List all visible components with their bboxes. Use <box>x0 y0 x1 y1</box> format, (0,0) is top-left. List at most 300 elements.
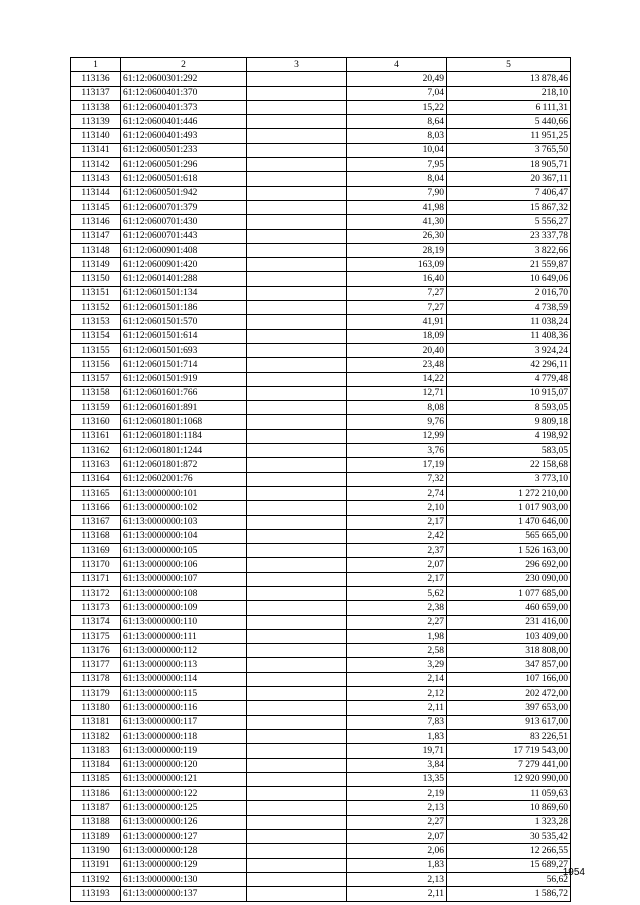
table-cell-col4: 2,12 <box>347 687 447 701</box>
table-row <box>71 658 571 672</box>
table-row <box>71 458 571 472</box>
table-cell-col5: 15 867,32 <box>447 200 571 214</box>
table-cell-col2: 61:13:0000000:108 <box>121 586 247 600</box>
table-cell-col4: 1,98 <box>347 629 447 643</box>
table-cell-col1: 113151 <box>71 286 121 300</box>
table-cell-col4: 7,27 <box>347 301 447 315</box>
table-cell-col1: 113138 <box>71 100 121 114</box>
table-cell-col5: 913 617,00 <box>447 715 571 729</box>
table-cell-col3 <box>247 515 347 529</box>
table-row <box>71 787 571 801</box>
table-cell-col3 <box>247 744 347 758</box>
table-cell-col4: 14,22 <box>347 372 447 386</box>
table-cell-col5: 17 719 543,00 <box>447 744 571 758</box>
table-cell-col4: 20,49 <box>347 72 447 86</box>
table-cell-col2: 61:13:0000000:106 <box>121 558 247 572</box>
table-cell-col5: 347 857,00 <box>447 658 571 672</box>
table-cell-col4: 1,83 <box>347 729 447 743</box>
table-cell-col4: 12,99 <box>347 429 447 443</box>
table-cell-col3 <box>247 158 347 172</box>
table-cell-col1: 113169 <box>71 544 121 558</box>
table-cell-col1: 113170 <box>71 558 121 572</box>
table-cell-col4: 2,27 <box>347 615 447 629</box>
table-cell-col4: 9,76 <box>347 415 447 429</box>
table-cell-col1: 113148 <box>71 243 121 257</box>
table-cell-col2: 61:12:0601801:1184 <box>121 429 247 443</box>
table-cell-col5: 3 765,50 <box>447 143 571 157</box>
table-cell-col3 <box>247 301 347 315</box>
table-cell-col2: 61:12:0601801:1068 <box>121 415 247 429</box>
table-cell-col4: 10,04 <box>347 143 447 157</box>
table-cell-col4: 17,19 <box>347 458 447 472</box>
table-cell-col2: 61:13:0000000:105 <box>121 544 247 558</box>
table-row <box>71 558 571 572</box>
table-cell-col5: 10 649,06 <box>447 272 571 286</box>
table-cell-col5: 1 323,28 <box>447 815 571 829</box>
table-cell-col5: 12 266,55 <box>447 844 571 858</box>
table-cell-col2: 61:12:0600401:370 <box>121 86 247 100</box>
table-cell-col2: 61:12:0601801:1244 <box>121 444 247 458</box>
table-cell-col2: 61:13:0000000:107 <box>121 572 247 586</box>
table-cell-col5: 11 059,63 <box>447 787 571 801</box>
table-cell-col3 <box>247 215 347 229</box>
table-cell-col1: 113191 <box>71 858 121 872</box>
table-row <box>71 872 571 886</box>
table-cell-col5: 230 090,00 <box>447 572 571 586</box>
table-cell-col5: 460 659,00 <box>447 601 571 615</box>
table-cell-col5: 11 951,25 <box>447 129 571 143</box>
table-cell-col1: 113157 <box>71 372 121 386</box>
table-row <box>71 672 571 686</box>
table-cell-col2: 61:13:0000000:102 <box>121 501 247 515</box>
table-cell-col5: 12 920 990,00 <box>447 772 571 786</box>
table-cell-col1: 113172 <box>71 586 121 600</box>
table-cell-col5: 13 878,46 <box>447 72 571 86</box>
table-row <box>71 572 571 586</box>
table-cell-col2: 61:13:0000000:116 <box>121 701 247 715</box>
table-cell-col5: 1 077 685,00 <box>447 586 571 600</box>
table-row <box>71 143 571 157</box>
table-cell-col5: 1 586,72 <box>447 887 571 901</box>
table-cell-col1: 113174 <box>71 615 121 629</box>
table-cell-col4: 2,17 <box>347 572 447 586</box>
table-cell-col5: 3 924,24 <box>447 343 571 357</box>
table-cell-col1: 113152 <box>71 301 121 315</box>
table-cell-col5: 565 665,00 <box>447 529 571 543</box>
table-cell-col4: 7,32 <box>347 472 447 486</box>
table-cell-col3 <box>247 529 347 543</box>
table-cell-col5: 42 296,11 <box>447 358 571 372</box>
table-cell-col4: 3,76 <box>347 444 447 458</box>
table-cell-col2: 61:12:0600701:443 <box>121 229 247 243</box>
table-cell-col3 <box>247 243 347 257</box>
table-cell-col3 <box>247 672 347 686</box>
table-row <box>71 172 571 186</box>
table-cell-col2: 61:12:0600901:408 <box>121 243 247 257</box>
table-cell-col3 <box>247 72 347 86</box>
table-cell-col4: 2,17 <box>347 515 447 529</box>
table-cell-col3 <box>247 100 347 114</box>
table-cell-col3 <box>247 115 347 129</box>
table-cell-col1: 113179 <box>71 687 121 701</box>
table-cell-col5: 202 472,00 <box>447 687 571 701</box>
table-cell-col4: 8,04 <box>347 172 447 186</box>
table-cell-col2: 61:12:0600501:942 <box>121 186 247 200</box>
table-cell-col4: 12,71 <box>347 386 447 400</box>
table-cell-col2: 61:13:0000000:113 <box>121 658 247 672</box>
table-cell-col2: 61:12:0600501:618 <box>121 172 247 186</box>
table-cell-col4: 1,83 <box>347 858 447 872</box>
table-cell-col1: 113190 <box>71 844 121 858</box>
table-cell-col4: 2,74 <box>347 486 447 500</box>
table-row <box>71 887 571 901</box>
table-cell-col2: 61:12:0600701:430 <box>121 215 247 229</box>
table-cell-col4: 18,09 <box>347 329 447 343</box>
table-cell-col1: 113180 <box>71 701 121 715</box>
table-cell-col4: 2,13 <box>347 872 447 886</box>
table-cell-col3 <box>247 143 347 157</box>
table-cell-col1: 113185 <box>71 772 121 786</box>
table-cell-col1: 113159 <box>71 401 121 415</box>
table-cell-col5: 296 692,00 <box>447 558 571 572</box>
table-cell-col3 <box>247 844 347 858</box>
table-cell-col2: 61:13:0000000:127 <box>121 830 247 844</box>
table-row <box>71 372 571 386</box>
table-cell-col1: 113193 <box>71 887 121 901</box>
table-row <box>71 301 571 315</box>
table-cell-col4: 3,84 <box>347 758 447 772</box>
table-cell-col3 <box>247 358 347 372</box>
table-cell-col4: 7,95 <box>347 158 447 172</box>
table-row <box>71 72 571 86</box>
table-row <box>71 644 571 658</box>
table-cell-col2: 61:12:0600501:233 <box>121 143 247 157</box>
table-cell-col1: 113139 <box>71 115 121 129</box>
table-row <box>71 215 571 229</box>
table-cell-col4: 2,37 <box>347 544 447 558</box>
table-cell-col1: 113182 <box>71 729 121 743</box>
table-cell-col5: 56,62 <box>447 872 571 886</box>
table-cell-col4: 2,10 <box>347 501 447 515</box>
table-cell-col5: 231 416,00 <box>447 615 571 629</box>
table-cell-col1: 113187 <box>71 801 121 815</box>
table-row <box>71 615 571 629</box>
table-cell-col1: 113167 <box>71 515 121 529</box>
data-table <box>70 57 571 902</box>
table-cell-col1: 113189 <box>71 830 121 844</box>
table-cell-col2: 61:12:0601601:891 <box>121 401 247 415</box>
table-cell-col3 <box>247 787 347 801</box>
table-cell-col5: 107 166,00 <box>447 672 571 686</box>
table-cell-col3 <box>247 444 347 458</box>
table-cell-col2: 61:13:0000000:129 <box>121 858 247 872</box>
table-cell-col3 <box>247 601 347 615</box>
table-cell-col1: 113140 <box>71 129 121 143</box>
table-cell-col2: 61:13:0000000:112 <box>121 644 247 658</box>
table-cell-col2: 61:13:0000000:115 <box>121 687 247 701</box>
table-cell-col1: 113192 <box>71 872 121 886</box>
column-header-2: 2 <box>121 58 247 72</box>
table-row <box>71 701 571 715</box>
table-cell-col1: 113184 <box>71 758 121 772</box>
table-cell-col1: 113154 <box>71 329 121 343</box>
table-row <box>71 272 571 286</box>
table-cell-col2: 61:12:0600901:420 <box>121 258 247 272</box>
table-cell-col5: 10 869,60 <box>447 801 571 815</box>
table-cell-col1: 113181 <box>71 715 121 729</box>
table-cell-col3 <box>247 572 347 586</box>
table-cell-col4: 28,19 <box>347 243 447 257</box>
table-row <box>71 243 571 257</box>
table-cell-col1: 113155 <box>71 343 121 357</box>
table-row <box>71 286 571 300</box>
table-cell-col5: 583,05 <box>447 444 571 458</box>
table-cell-col1: 113178 <box>71 672 121 686</box>
table-cell-col3 <box>247 544 347 558</box>
table-cell-col3 <box>247 343 347 357</box>
table-cell-col2: 61:12:0600301:292 <box>121 72 247 86</box>
table-row <box>71 801 571 815</box>
table-cell-col4: 2,19 <box>347 787 447 801</box>
table-cell-col3 <box>247 658 347 672</box>
table-cell-col2: 61:12:0601601:766 <box>121 386 247 400</box>
table-cell-col5: 397 653,00 <box>447 701 571 715</box>
table-cell-col3 <box>247 644 347 658</box>
table-cell-col2: 61:12:0601501:186 <box>121 301 247 315</box>
table-cell-col1: 113137 <box>71 86 121 100</box>
table-cell-col5: 4 738,59 <box>447 301 571 315</box>
table-cell-col5: 7 279 441,00 <box>447 758 571 772</box>
table-cell-col3 <box>247 258 347 272</box>
table-cell-col3 <box>247 772 347 786</box>
table-cell-col5: 8 593,05 <box>447 401 571 415</box>
table-cell-col3 <box>247 472 347 486</box>
table-cell-col5: 4 779,48 <box>447 372 571 386</box>
table-cell-col2: 61:12:0600701:379 <box>121 200 247 214</box>
table-row <box>71 586 571 600</box>
table-cell-col3 <box>247 615 347 629</box>
table-cell-col5: 5 440,66 <box>447 115 571 129</box>
table-cell-col2: 61:13:0000000:125 <box>121 801 247 815</box>
table-cell-col1: 113176 <box>71 644 121 658</box>
table-cell-col1: 113171 <box>71 572 121 586</box>
table-row <box>71 515 571 529</box>
table-cell-col2: 61:12:0601801:872 <box>121 458 247 472</box>
table-cell-col1: 113153 <box>71 315 121 329</box>
table-row <box>71 687 571 701</box>
table-cell-col4: 2,38 <box>347 601 447 615</box>
table-cell-col5: 218,10 <box>447 86 571 100</box>
table-cell-col2: 61:13:0000000:101 <box>121 486 247 500</box>
table-cell-col4: 41,91 <box>347 315 447 329</box>
table-cell-col4: 26,30 <box>347 229 447 243</box>
table-cell-col2: 61:13:0000000:104 <box>121 529 247 543</box>
table-cell-col4: 2,07 <box>347 558 447 572</box>
table-cell-col5: 3 773,10 <box>447 472 571 486</box>
table-cell-col5: 83 226,51 <box>447 729 571 743</box>
table-cell-col4: 7,04 <box>347 86 447 100</box>
table-cell-col5: 18 905,71 <box>447 158 571 172</box>
table-cell-col3 <box>247 715 347 729</box>
table-row <box>71 472 571 486</box>
table-cell-col3 <box>247 229 347 243</box>
table-cell-col4: 7,27 <box>347 286 447 300</box>
table-cell-col2: 61:12:0601401:288 <box>121 272 247 286</box>
table-cell-col5: 30 535,42 <box>447 830 571 844</box>
table-cell-col4: 15,22 <box>347 100 447 114</box>
table-row <box>71 444 571 458</box>
table-cell-col5: 9 809,18 <box>447 415 571 429</box>
table-cell-col3 <box>247 729 347 743</box>
table-cell-col2: 61:12:0601501:693 <box>121 343 247 357</box>
table-header-row <box>71 58 571 72</box>
table-cell-col5: 2 016,70 <box>447 286 571 300</box>
table-cell-col3 <box>247 186 347 200</box>
table-cell-col1: 113141 <box>71 143 121 157</box>
table-row <box>71 844 571 858</box>
table-cell-col3 <box>247 200 347 214</box>
table-row <box>71 129 571 143</box>
table-cell-col4: 2,27 <box>347 815 447 829</box>
table-cell-col5: 20 367,11 <box>447 172 571 186</box>
table-cell-col4: 2,58 <box>347 644 447 658</box>
table-cell-col3 <box>247 458 347 472</box>
table-cell-col2: 61:13:0000000:109 <box>121 601 247 615</box>
table-row <box>71 744 571 758</box>
table-cell-col3 <box>247 315 347 329</box>
table-row <box>71 158 571 172</box>
table-cell-col5: 6 111,31 <box>447 100 571 114</box>
table-cell-col3 <box>247 172 347 186</box>
table-cell-col2: 61:12:0600501:296 <box>121 158 247 172</box>
table-cell-col3 <box>247 872 347 886</box>
table-cell-col4: 20,40 <box>347 343 447 357</box>
table-cell-col1: 113149 <box>71 258 121 272</box>
table-cell-col2: 61:13:0000000:118 <box>121 729 247 743</box>
table-cell-col3 <box>247 329 347 343</box>
table-cell-col1: 113136 <box>71 72 121 86</box>
table-cell-col1: 113164 <box>71 472 121 486</box>
table-cell-col2: 61:13:0000000:130 <box>121 872 247 886</box>
table-row <box>71 401 571 415</box>
table-cell-col5: 11 408,36 <box>447 329 571 343</box>
table-row <box>71 358 571 372</box>
column-header-5: 5 <box>447 58 571 72</box>
table-cell-col5: 5 556,27 <box>447 215 571 229</box>
table-cell-col2: 61:12:0600401:493 <box>121 129 247 143</box>
table-row <box>71 544 571 558</box>
table-cell-col5: 103 409,00 <box>447 629 571 643</box>
column-header-3: 3 <box>247 58 347 72</box>
table-cell-col2: 61:12:0601501:714 <box>121 358 247 372</box>
table-cell-col1: 113177 <box>71 658 121 672</box>
table-cell-col3 <box>247 429 347 443</box>
table-cell-col1: 113156 <box>71 358 121 372</box>
table-cell-col4: 163,09 <box>347 258 447 272</box>
table-cell-col3 <box>247 887 347 901</box>
table-cell-col2: 61:13:0000000:114 <box>121 672 247 686</box>
table-cell-col3 <box>247 286 347 300</box>
table-cell-col3 <box>247 858 347 872</box>
table-cell-col2: 61:13:0000000:121 <box>121 772 247 786</box>
table-cell-col4: 2,13 <box>347 801 447 815</box>
column-header-4: 4 <box>347 58 447 72</box>
table-row <box>71 858 571 872</box>
table-row <box>71 200 571 214</box>
table-row <box>71 186 571 200</box>
table-cell-col3 <box>247 758 347 772</box>
table-cell-col3 <box>247 86 347 100</box>
table-cell-col2: 61:13:0000000:110 <box>121 615 247 629</box>
table-body <box>71 72 571 901</box>
table-cell-col4: 13,35 <box>347 772 447 786</box>
table-cell-col5: 318 808,00 <box>447 644 571 658</box>
table-row <box>71 386 571 400</box>
table-cell-col4: 8,64 <box>347 115 447 129</box>
table-cell-col3 <box>247 558 347 572</box>
table-row <box>71 815 571 829</box>
table-row <box>71 529 571 543</box>
table-cell-col3 <box>247 386 347 400</box>
table-cell-col2: 61:13:0000000:120 <box>121 758 247 772</box>
table-cell-col2: 61:13:0000000:126 <box>121 815 247 829</box>
column-header-1: 1 <box>71 58 121 72</box>
table-row <box>71 329 571 343</box>
table-cell-col3 <box>247 687 347 701</box>
table-cell-col5: 23 337,78 <box>447 229 571 243</box>
table-cell-col5: 4 198,92 <box>447 429 571 443</box>
table-row <box>71 429 571 443</box>
table-row <box>71 315 571 329</box>
table-row <box>71 715 571 729</box>
table-cell-col3 <box>247 415 347 429</box>
table-cell-col5: 1 017 903,00 <box>447 501 571 515</box>
table-cell-col4: 2,11 <box>347 701 447 715</box>
table-cell-col1: 113173 <box>71 601 121 615</box>
table-cell-col1: 113163 <box>71 458 121 472</box>
table-cell-col5: 15 689,27 <box>447 858 571 872</box>
table-cell-col1: 113162 <box>71 444 121 458</box>
table-cell-col1: 113145 <box>71 200 121 214</box>
table-cell-col1: 113143 <box>71 172 121 186</box>
table-cell-col3 <box>247 830 347 844</box>
table-cell-col4: 19,71 <box>347 744 447 758</box>
table-row <box>71 758 571 772</box>
table-cell-col2: 61:12:0601501:134 <box>121 286 247 300</box>
table-cell-col1: 113160 <box>71 415 121 429</box>
table-row <box>71 501 571 515</box>
table-cell-col3 <box>247 815 347 829</box>
table-row <box>71 486 571 500</box>
table-cell-col4: 8,03 <box>347 129 447 143</box>
table-cell-col2: 61:13:0000000:119 <box>121 744 247 758</box>
table-cell-col2: 61:13:0000000:117 <box>121 715 247 729</box>
table-cell-col4: 2,11 <box>347 887 447 901</box>
table-cell-col4: 2,42 <box>347 529 447 543</box>
table-row <box>71 229 571 243</box>
table-cell-col1: 113165 <box>71 486 121 500</box>
table-cell-col2: 61:13:0000000:122 <box>121 787 247 801</box>
table-cell-col4: 8,08 <box>347 401 447 415</box>
table-row <box>71 100 571 114</box>
table-row <box>71 729 571 743</box>
table-cell-col4: 2,14 <box>347 672 447 686</box>
table-cell-col1: 113168 <box>71 529 121 543</box>
table-cell-col1: 113161 <box>71 429 121 443</box>
table-cell-col2: 61:13:0000000:103 <box>121 515 247 529</box>
table-cell-col5: 1 272 210,00 <box>447 486 571 500</box>
table-cell-col3 <box>247 701 347 715</box>
